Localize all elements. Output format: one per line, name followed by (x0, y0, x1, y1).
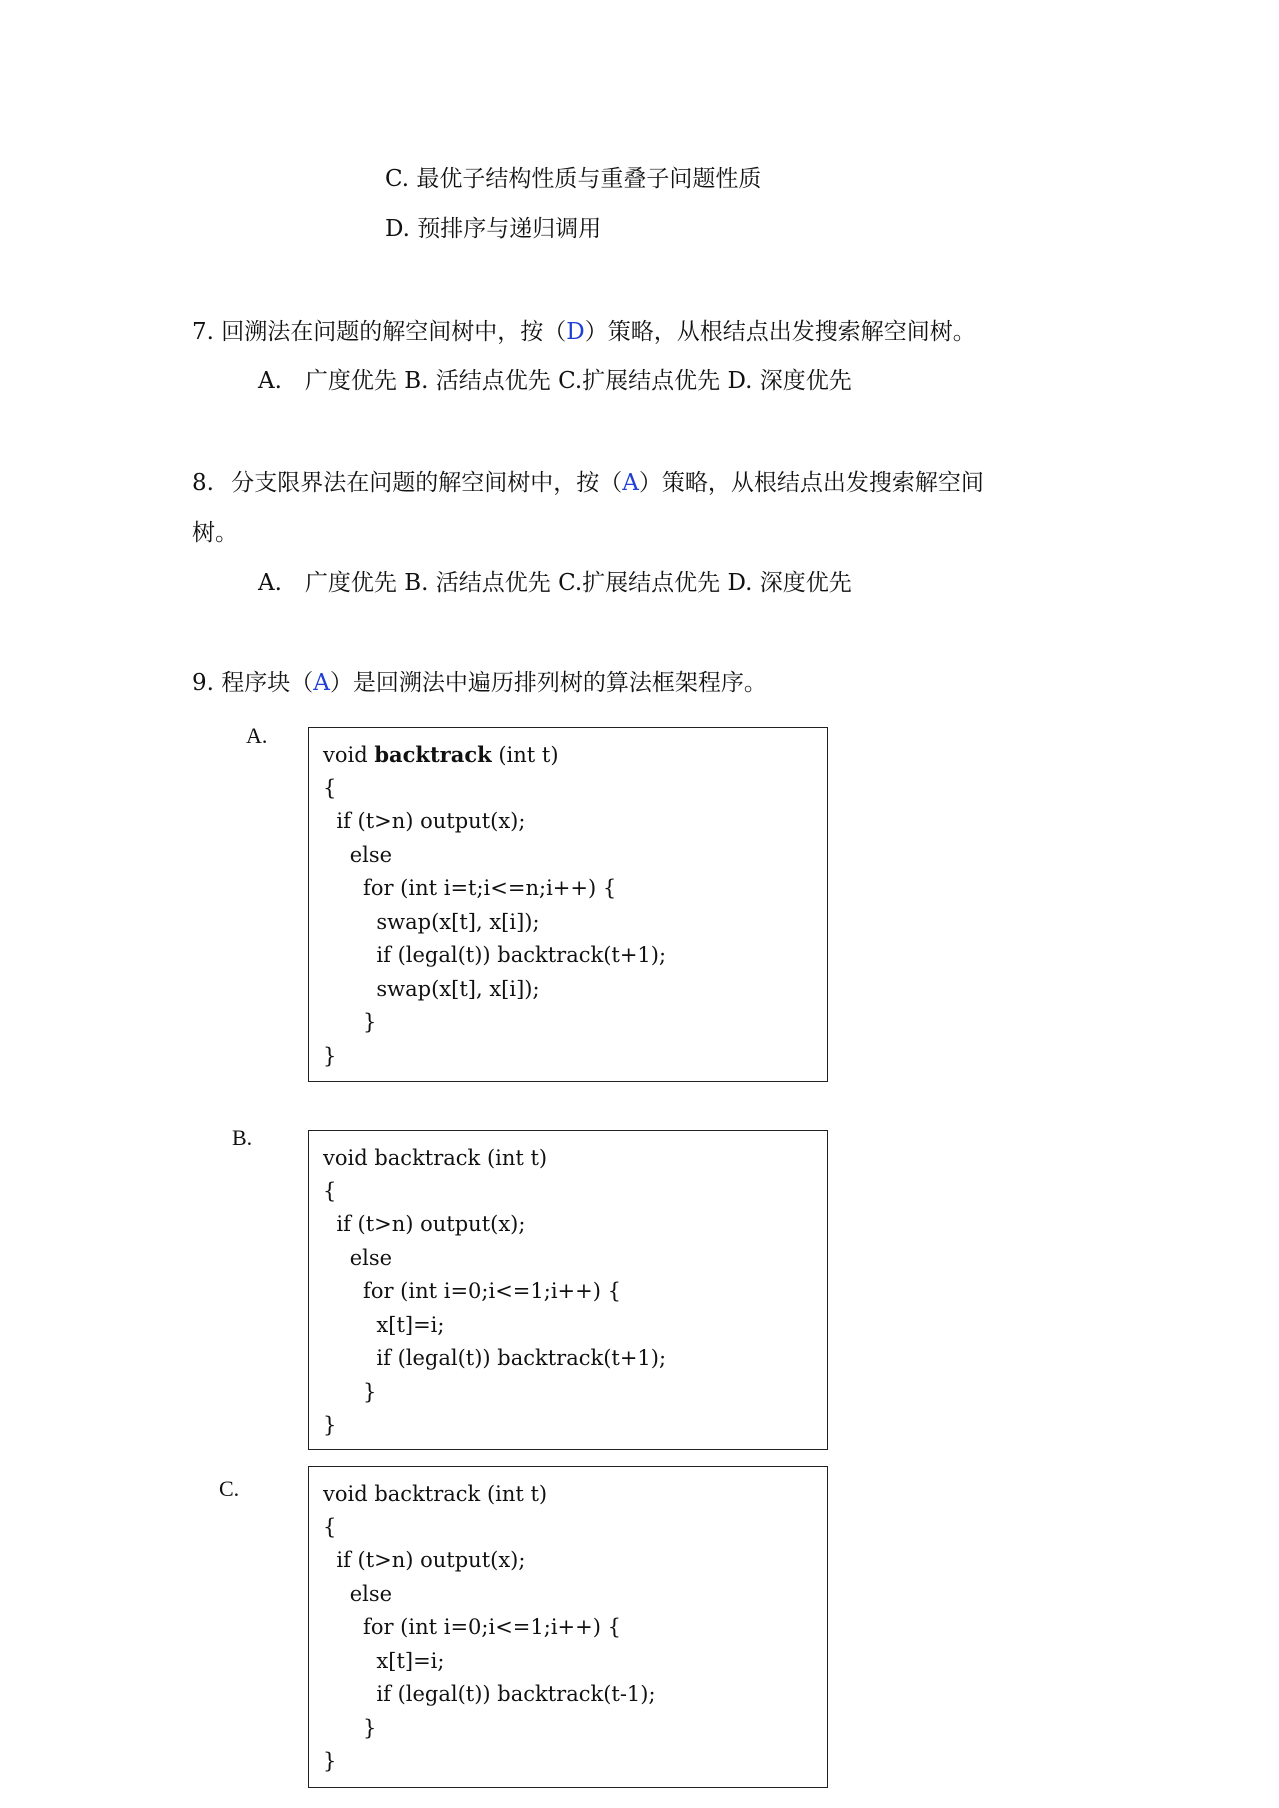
code-line: if (legal(t)) backtrack(t-1); (323, 1682, 656, 1706)
code-line: for (int i=t;i<=n;i++) { (323, 876, 617, 900)
code-line: for (int i=0;i<=1;i++) { (323, 1279, 621, 1303)
code-block-a (308, 727, 828, 1082)
code-line: if (t>n) output(x); (323, 809, 526, 833)
q7-options: A. 广度优先 B. 活结点优先 C.扩展结点优先 D. 深度优先 (258, 368, 852, 394)
q6-option-d (385, 214, 601, 244)
q9-stem (192, 668, 767, 698)
code-line: if (t>n) output(x); (323, 1212, 526, 1236)
q8-stem-after: ）策略，从根结点出发搜索解空间 (638, 470, 984, 496)
code-line: { (323, 775, 337, 800)
code-line: { (323, 1178, 337, 1203)
code-line: else (323, 1245, 393, 1270)
code-header: void backtrack (int t) (323, 1146, 548, 1170)
block-c-letter: C. (219, 1476, 240, 1501)
code-line: else (323, 1581, 393, 1606)
code-line: if (legal(t)) backtrack(t+1); (323, 943, 667, 967)
code-line: else (323, 842, 393, 867)
code-line: } (323, 1043, 337, 1068)
q8-number: 8. (192, 470, 214, 496)
q9-number: 9. (192, 670, 214, 696)
q8-stem-before: 分支限界法在问题的解空间树中，按（ (231, 470, 623, 496)
code-line: } (323, 1010, 377, 1034)
code-line: swap(x[t], x[i]); (323, 976, 540, 1001)
q6-option-c-letter: C. (385, 166, 410, 192)
code-line: if (t>n) output(x); (323, 1548, 526, 1572)
q8-answer: A (622, 470, 639, 496)
code-line: x[t]=i; (323, 1648, 445, 1673)
q6-option-c-text: 最优子结构性质与重叠子问题性质 (416, 166, 762, 192)
q6-option-d-letter: D. (385, 216, 410, 242)
code-line: { (323, 1514, 337, 1539)
code-block-b (308, 1130, 828, 1450)
code-line: } (323, 1715, 377, 1740)
q9-answer: A (313, 670, 330, 696)
function-name: backtrack (374, 742, 492, 767)
q8-options: A. 广度优先 B. 活结点优先 C.扩展结点优先 D. 深度优先 (258, 570, 852, 596)
code-line: } (323, 1413, 337, 1437)
q6-option-d-text: 预排序与递归调用 (417, 216, 602, 242)
q9-stem-after: ）是回溯法中遍历排列树的算法框架程序。 (329, 670, 767, 696)
block-b-letter: B. (232, 1125, 253, 1150)
code-line: swap(x[t], x[i]); (323, 909, 540, 934)
code-line: for (int i=0;i<=1;i++) { (323, 1615, 621, 1639)
q7-stem (192, 317, 976, 347)
q6-option-c (385, 164, 761, 194)
q7-stem-before: 回溯法在问题的解空间树中，按（ (221, 319, 567, 345)
code-line: } (323, 1379, 377, 1404)
code-line: x[t]=i; (323, 1312, 445, 1337)
code-line: } (323, 1749, 337, 1773)
code-header: void backtrack (int t) (323, 1482, 548, 1506)
q8-stem (192, 468, 984, 498)
q8-stem-wrap: 树。 (192, 520, 238, 546)
q7-stem-after: ）策略，从根结点出发搜索解空间树。 (584, 319, 976, 345)
block-a-letter: A. (246, 723, 268, 748)
q9-stem-before: 程序块（ (221, 670, 314, 696)
q7-answer: D (566, 319, 585, 345)
q7-number: 7. (192, 319, 214, 345)
code-line: if (legal(t)) backtrack(t+1); (323, 1346, 667, 1370)
code-header: void backtrack (int t) (323, 742, 559, 767)
code-block-c (308, 1466, 828, 1788)
